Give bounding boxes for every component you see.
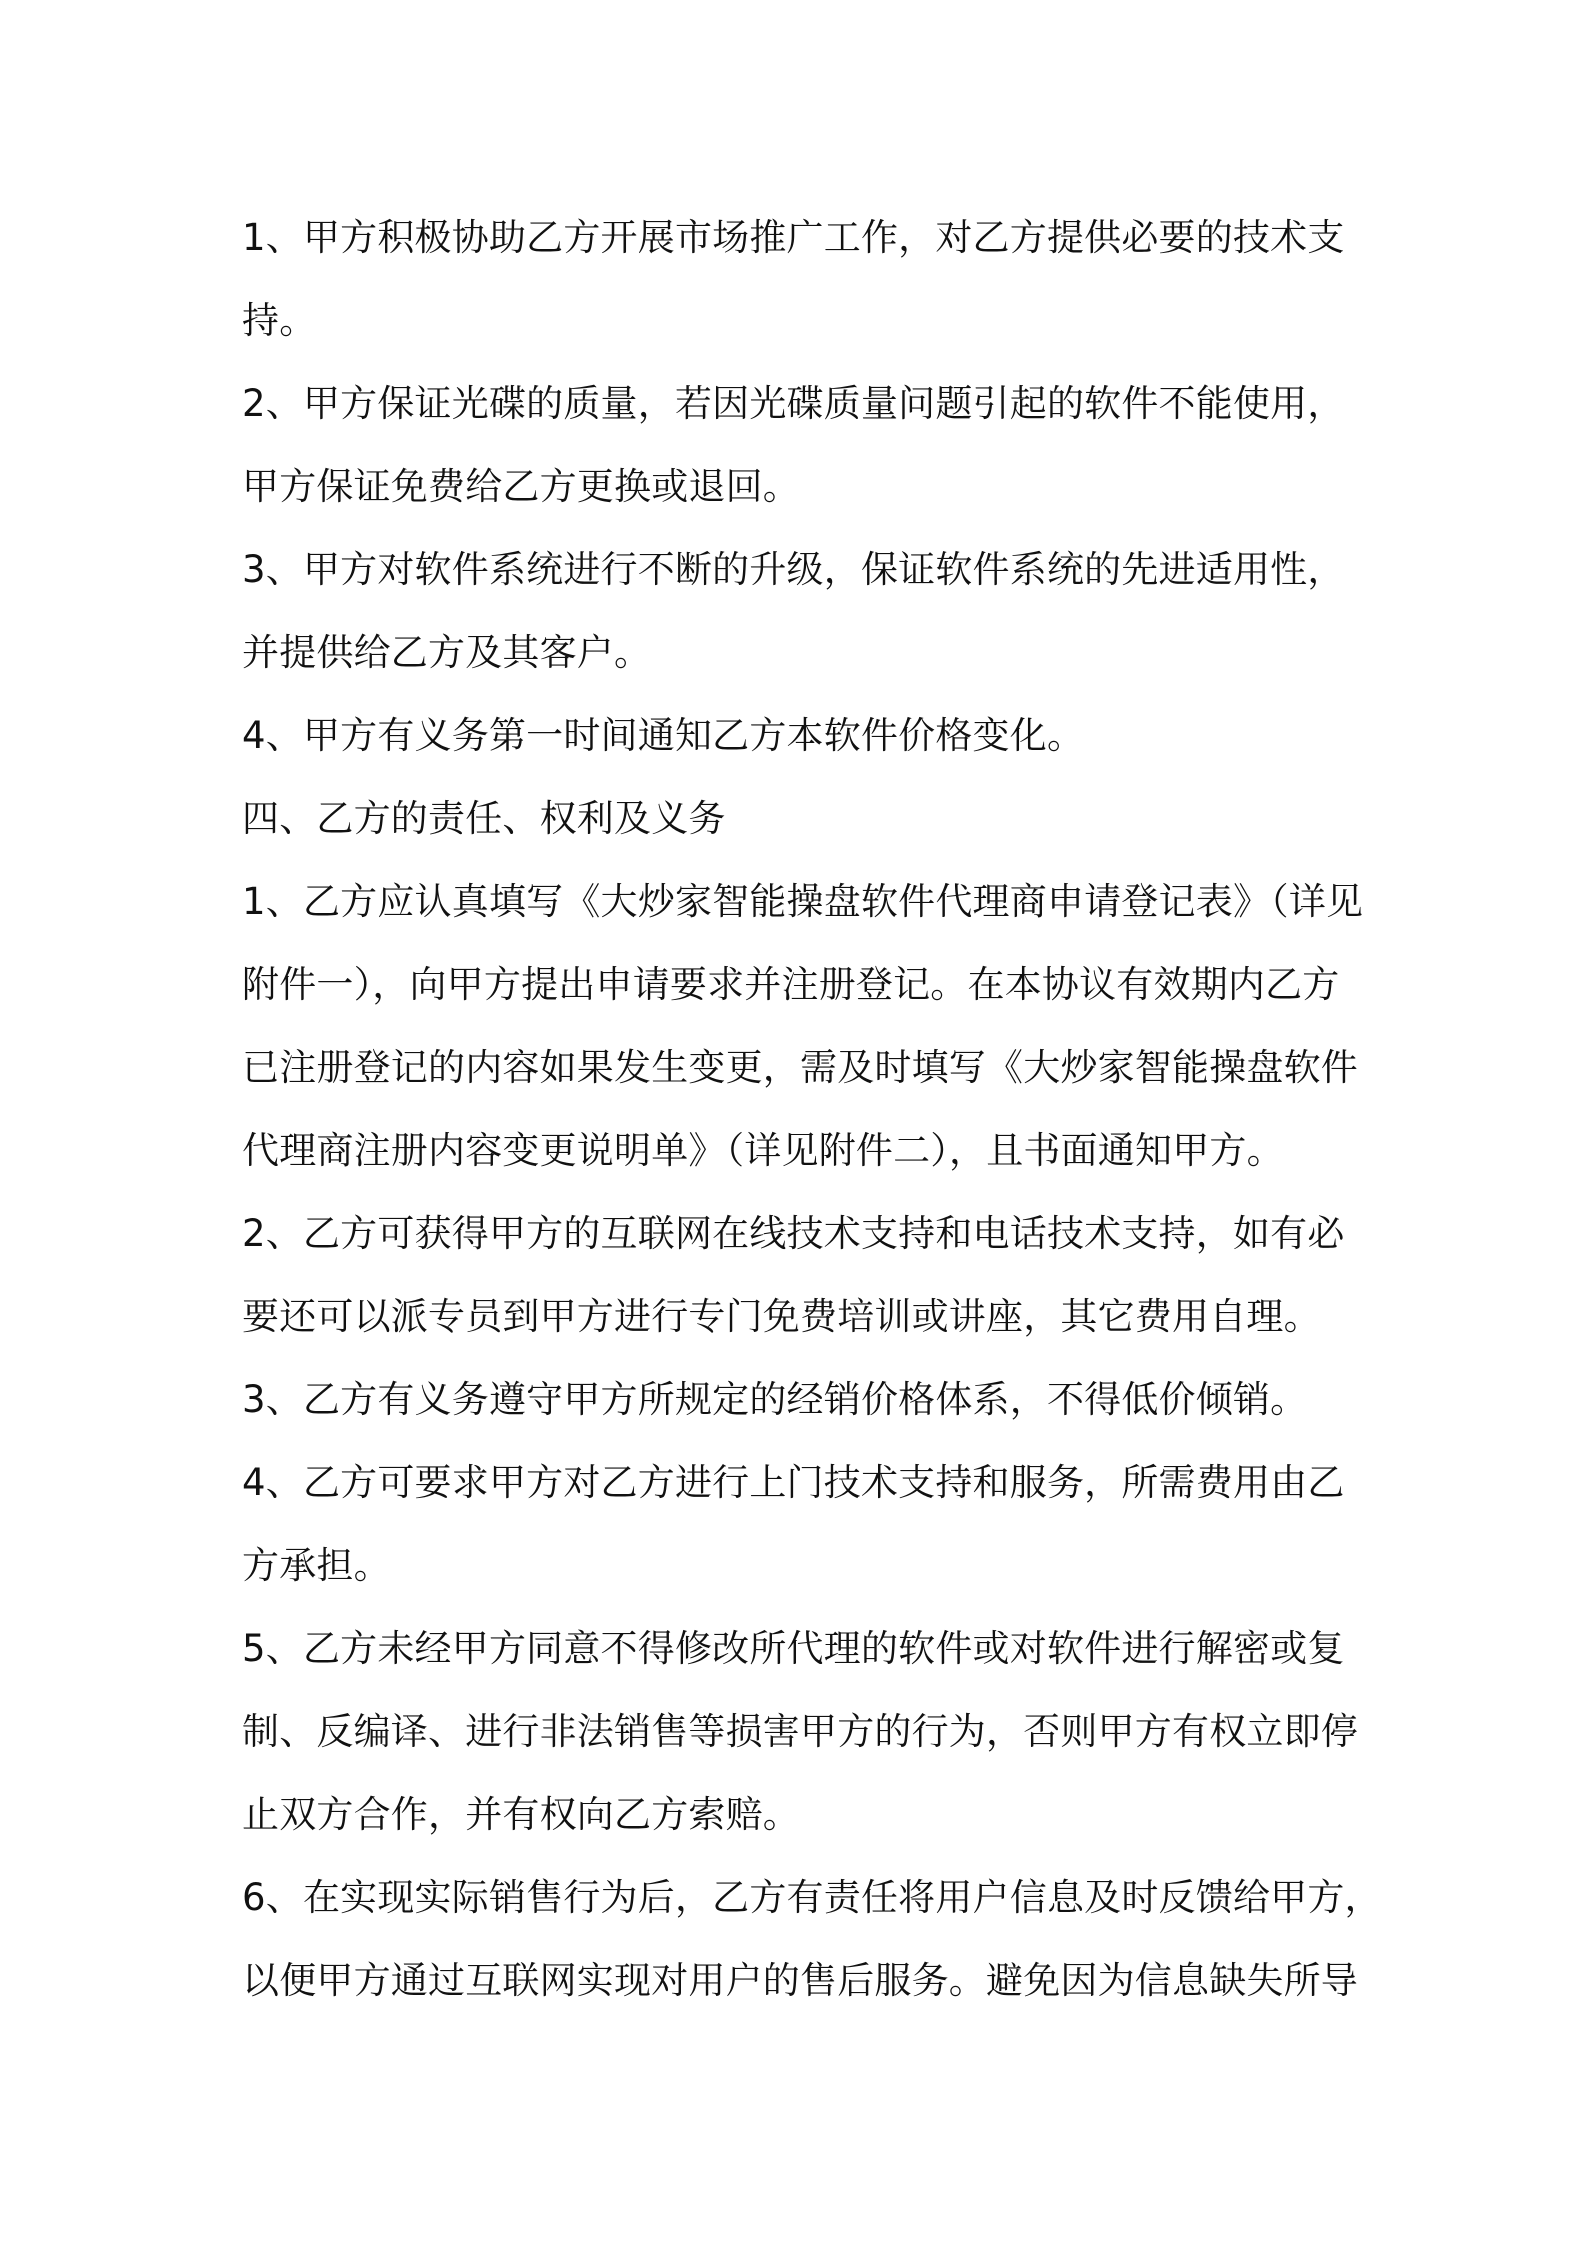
text-line: 以便甲方通过互联网实现对用户的售后服务。避免因为信息缺失所导 bbox=[242, 1959, 1358, 2002]
text-line: 附件一），向甲方提出申请要求并注册登记。在本协议有效期内乙方 bbox=[242, 963, 1340, 1006]
text-line: 止双方合作，并有权向乙方索赔。 bbox=[242, 1793, 800, 1836]
text-line: 3、乙方有义务遵守甲方所规定的经销价格体系，不得低价倾销。 bbox=[242, 1378, 1308, 1421]
text-line: 4、甲方有义务第一时间通知乙方本软件价格变化。 bbox=[242, 714, 1085, 757]
text-line: 并提供给乙方及其客户。 bbox=[242, 631, 652, 674]
text-line: 2、乙方可获得甲方的互联网在线技术支持和电话技术支持，如有必 bbox=[242, 1212, 1345, 1255]
text-line: 代理商注册内容变更说明单》（详见附件二），且书面通知甲方。 bbox=[242, 1129, 1284, 1172]
text-line: 6、在实现实际销售行为后，乙方有责任将用户信息及时反馈给甲方， bbox=[242, 1876, 1382, 1919]
text-line: 1、乙方应认真填写《大炒家智能操盘软件代理商申请登记表》（详见 bbox=[242, 880, 1364, 923]
text-line: 2、甲方保证光碟的质量，若因光碟质量问题引起的软件不能使用， bbox=[242, 382, 1345, 425]
text-line: 3、甲方对软件系统进行不断的升级，保证软件系统的先进适用性， bbox=[242, 548, 1345, 591]
text-line: 4、乙方可要求甲方对乙方进行上门技术支持和服务，所需费用由乙 bbox=[242, 1461, 1345, 1504]
text-line: 已注册登记的内容如果发生变更，需及时填写《大炒家智能操盘软件 bbox=[242, 1046, 1358, 1089]
document-body bbox=[242, 196, 1382, 2022]
text-line: 甲方保证免费给乙方更换或退回。 bbox=[242, 465, 800, 508]
text-line: 持。 bbox=[242, 299, 317, 342]
text-line: 1、甲方积极协助乙方开展市场推广工作，对乙方提供必要的技术支 bbox=[242, 216, 1345, 259]
text-line: 制、反编译、进行非法销售等损害甲方的行为，否则甲方有权立即停 bbox=[242, 1710, 1358, 1753]
section-heading: 四、乙方的责任、权利及义务 bbox=[242, 797, 726, 840]
text-line: 要还可以派专员到甲方进行专门免费培训或讲座，其它费用自理。 bbox=[242, 1295, 1321, 1338]
text-line: 5、乙方未经甲方同意不得修改所代理的软件或对软件进行解密或复 bbox=[242, 1627, 1345, 1670]
text-line: 方承担。 bbox=[242, 1544, 391, 1587]
